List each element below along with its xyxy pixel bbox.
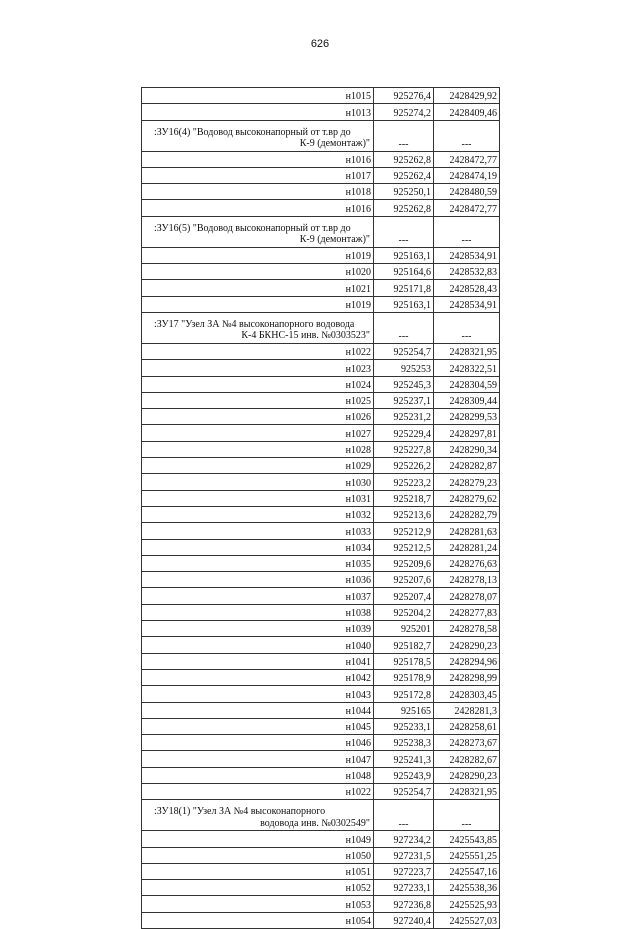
x-coordinate: 925253 xyxy=(374,360,434,376)
point-id: н1019 xyxy=(142,247,374,263)
coordinates-table xyxy=(141,87,500,929)
table-row xyxy=(142,506,500,522)
point-id: н1041 xyxy=(142,653,374,669)
table-row xyxy=(142,200,500,216)
point-id: н1018 xyxy=(142,184,374,200)
y-coordinate: 2425551,25 xyxy=(434,847,500,863)
y-coordinate: 2428472,77 xyxy=(434,200,500,216)
table-row xyxy=(142,751,500,767)
x-coordinate: 925231,2 xyxy=(374,409,434,425)
point-id: н1039 xyxy=(142,621,374,637)
x-coordinate: 925227,8 xyxy=(374,441,434,457)
section-title-line2: К-9 (демонтаж)" xyxy=(299,138,370,150)
table-row xyxy=(142,280,500,296)
table-row xyxy=(142,863,500,879)
x-coordinate: 925212,5 xyxy=(374,539,434,555)
y-coordinate: 2428472,77 xyxy=(434,151,500,167)
table-row xyxy=(142,167,500,183)
table-row xyxy=(142,425,500,441)
x-coordinate: 925178,5 xyxy=(374,653,434,669)
point-id: н1021 xyxy=(142,280,374,296)
table-row xyxy=(142,247,500,263)
x-coordinate: 925254,7 xyxy=(374,343,434,359)
y-coordinate: 2425543,85 xyxy=(434,831,500,847)
point-id: н1013 xyxy=(142,104,374,120)
section-title xyxy=(142,312,374,343)
point-id: н1046 xyxy=(142,735,374,751)
x-coordinate: 925165 xyxy=(374,702,434,718)
x-coordinate: 925164,6 xyxy=(374,264,434,280)
section-header-row xyxy=(142,312,500,343)
x-coordinate: 925223,2 xyxy=(374,474,434,490)
y-coordinate: 2428297,81 xyxy=(434,425,500,441)
y-coordinate: 2428303,45 xyxy=(434,686,500,702)
point-id: н1043 xyxy=(142,686,374,702)
table-row xyxy=(142,831,500,847)
y-coordinate: 2428321,95 xyxy=(434,343,500,359)
table-row xyxy=(142,184,500,200)
x-coordinate: 925182,7 xyxy=(374,637,434,653)
table-row xyxy=(142,572,500,588)
table-row xyxy=(142,539,500,555)
y-coordinate: 2428276,63 xyxy=(434,555,500,571)
point-id: н1049 xyxy=(142,831,374,847)
y-coordinate: 2428429,92 xyxy=(434,88,500,104)
x-coordinate: 925171,8 xyxy=(374,280,434,296)
x-coordinate: 925238,3 xyxy=(374,735,434,751)
x-coordinate: 925274,2 xyxy=(374,104,434,120)
point-id: н1042 xyxy=(142,669,374,685)
y-coordinate: 2428304,59 xyxy=(434,376,500,392)
section-title-line2: водовода инв. №0302549" xyxy=(260,817,370,829)
y-coordinate: 2428278,58 xyxy=(434,621,500,637)
table-row xyxy=(142,523,500,539)
point-id: н1036 xyxy=(142,572,374,588)
table-row xyxy=(142,490,500,506)
y-coordinate: 2428273,67 xyxy=(434,735,500,751)
point-id: н1020 xyxy=(142,264,374,280)
x-coordinate: 925262,8 xyxy=(374,151,434,167)
x-coordinate: 925163,1 xyxy=(374,247,434,263)
point-id: н1022 xyxy=(142,343,374,359)
section-title-line2: К-4 БКНС-15 инв. №0303523" xyxy=(241,330,370,342)
page-number: 626 xyxy=(310,38,330,50)
y-coordinate: 2428281,3 xyxy=(434,702,500,718)
y-coordinate: 2428299,53 xyxy=(434,409,500,425)
table-row xyxy=(142,360,500,376)
table-row xyxy=(142,783,500,799)
table-row xyxy=(142,896,500,912)
x-coordinate: 927223,7 xyxy=(374,863,434,879)
section-title-line2: К-9 (демонтаж)" xyxy=(299,234,370,246)
section-title xyxy=(142,120,374,151)
table-row xyxy=(142,653,500,669)
x-coordinate: 925254,7 xyxy=(374,783,434,799)
x-coordinate: 925241,3 xyxy=(374,751,434,767)
y-coordinate: 2428278,07 xyxy=(434,588,500,604)
x-coordinate: 925172,8 xyxy=(374,686,434,702)
table-row xyxy=(142,376,500,392)
x-coordinate: 925226,2 xyxy=(374,458,434,474)
point-id: н1019 xyxy=(142,296,374,312)
y-coordinate: 2428279,62 xyxy=(434,490,500,506)
point-id: н1048 xyxy=(142,767,374,783)
section-y-placeholder: --- xyxy=(434,312,500,343)
point-id: н1052 xyxy=(142,880,374,896)
y-coordinate: 2428281,63 xyxy=(434,523,500,539)
y-coordinate: 2428480,59 xyxy=(434,184,500,200)
x-coordinate: 927234,2 xyxy=(374,831,434,847)
section-header-row xyxy=(142,216,500,247)
table-row xyxy=(142,637,500,653)
point-id: н1054 xyxy=(142,912,374,928)
x-coordinate: 925163,1 xyxy=(374,296,434,312)
x-coordinate: 925237,1 xyxy=(374,392,434,408)
y-coordinate: 2428528,43 xyxy=(434,280,500,296)
section-title-line1: :ЗУ16(4) "Водовод высоконапорный от т.вр до xyxy=(154,126,351,138)
section-title-line1: :ЗУ16(5) "Водовод высоконапорный от т.вр до xyxy=(154,222,351,234)
section-title xyxy=(142,216,374,247)
x-coordinate: 925229,4 xyxy=(374,425,434,441)
table-row xyxy=(142,621,500,637)
table-row xyxy=(142,669,500,685)
y-coordinate: 2428409,46 xyxy=(434,104,500,120)
x-coordinate: 927231,5 xyxy=(374,847,434,863)
section-x-placeholder: --- xyxy=(374,800,434,831)
x-coordinate: 925262,8 xyxy=(374,200,434,216)
table-row xyxy=(142,880,500,896)
y-coordinate: 2428534,91 xyxy=(434,296,500,312)
table-row xyxy=(142,912,500,928)
point-id: н1032 xyxy=(142,506,374,522)
x-coordinate: 925245,3 xyxy=(374,376,434,392)
point-id: н1040 xyxy=(142,637,374,653)
point-id: н1030 xyxy=(142,474,374,490)
table-row xyxy=(142,686,500,702)
x-coordinate: 925178,9 xyxy=(374,669,434,685)
y-coordinate: 2428258,61 xyxy=(434,718,500,734)
section-y-placeholder: --- xyxy=(434,120,500,151)
y-coordinate: 2428278,13 xyxy=(434,572,500,588)
table-row xyxy=(142,474,500,490)
point-id: н1037 xyxy=(142,588,374,604)
coordinates-table-body xyxy=(142,88,500,929)
section-x-placeholder: --- xyxy=(374,216,434,247)
x-coordinate: 925250,1 xyxy=(374,184,434,200)
table-row xyxy=(142,343,500,359)
point-id: н1023 xyxy=(142,360,374,376)
x-coordinate: 925209,6 xyxy=(374,555,434,571)
x-coordinate: 925243,9 xyxy=(374,767,434,783)
point-id: н1028 xyxy=(142,441,374,457)
point-id: н1031 xyxy=(142,490,374,506)
table-row xyxy=(142,555,500,571)
section-header-row xyxy=(142,800,500,831)
table-row xyxy=(142,296,500,312)
point-id: н1045 xyxy=(142,718,374,734)
y-coordinate: 2425538,36 xyxy=(434,880,500,896)
section-y-placeholder: --- xyxy=(434,800,500,831)
point-id: н1033 xyxy=(142,523,374,539)
y-coordinate: 2428474,19 xyxy=(434,167,500,183)
x-coordinate: 925233,1 xyxy=(374,718,434,734)
table-row xyxy=(142,104,500,120)
table-row xyxy=(142,588,500,604)
section-x-placeholder: --- xyxy=(374,312,434,343)
point-id: н1016 xyxy=(142,200,374,216)
table-row xyxy=(142,458,500,474)
y-coordinate: 2428290,34 xyxy=(434,441,500,457)
x-coordinate: 927240,4 xyxy=(374,912,434,928)
y-coordinate: 2428534,91 xyxy=(434,247,500,263)
point-id: н1035 xyxy=(142,555,374,571)
point-id: н1044 xyxy=(142,702,374,718)
y-coordinate: 2428282,87 xyxy=(434,458,500,474)
y-coordinate: 2428290,23 xyxy=(434,767,500,783)
table-row xyxy=(142,264,500,280)
section-title-line1: :ЗУ17 "Узел ЗА №4 высоконапорного водовода xyxy=(154,318,355,330)
table-row xyxy=(142,847,500,863)
point-id: н1050 xyxy=(142,847,374,863)
table-row xyxy=(142,151,500,167)
x-coordinate: 925204,2 xyxy=(374,604,434,620)
section-title xyxy=(142,800,374,831)
point-id: н1038 xyxy=(142,604,374,620)
x-coordinate: 925262,4 xyxy=(374,167,434,183)
section-title-line1: :ЗУ18(1) "Узел ЗА №4 высоконапорного xyxy=(154,806,326,818)
y-coordinate: 2428532,83 xyxy=(434,264,500,280)
x-coordinate: 925207,4 xyxy=(374,588,434,604)
section-header-row xyxy=(142,120,500,151)
x-coordinate: 925218,7 xyxy=(374,490,434,506)
y-coordinate: 2428281,24 xyxy=(434,539,500,555)
point-id: н1022 xyxy=(142,783,374,799)
table-row xyxy=(142,702,500,718)
table-row xyxy=(142,441,500,457)
y-coordinate: 2428279,23 xyxy=(434,474,500,490)
y-coordinate: 2428309,44 xyxy=(434,392,500,408)
x-coordinate: 927233,1 xyxy=(374,880,434,896)
table-row xyxy=(142,604,500,620)
x-coordinate: 925213,6 xyxy=(374,506,434,522)
y-coordinate: 2425527,03 xyxy=(434,912,500,928)
point-id: н1053 xyxy=(142,896,374,912)
table-row xyxy=(142,718,500,734)
table-row xyxy=(142,88,500,104)
x-coordinate: 927236,8 xyxy=(374,896,434,912)
x-coordinate: 925212,9 xyxy=(374,523,434,539)
y-coordinate: 2428282,79 xyxy=(434,506,500,522)
y-coordinate: 2425525,93 xyxy=(434,896,500,912)
point-id: н1026 xyxy=(142,409,374,425)
point-id: н1051 xyxy=(142,863,374,879)
y-coordinate: 2428321,95 xyxy=(434,783,500,799)
point-id: н1047 xyxy=(142,751,374,767)
table-row xyxy=(142,735,500,751)
y-coordinate: 2428277,83 xyxy=(434,604,500,620)
table-row xyxy=(142,767,500,783)
point-id: н1024 xyxy=(142,376,374,392)
x-coordinate: 925201 xyxy=(374,621,434,637)
point-id: н1034 xyxy=(142,539,374,555)
point-id: н1027 xyxy=(142,425,374,441)
section-y-placeholder: --- xyxy=(434,216,500,247)
y-coordinate: 2428282,67 xyxy=(434,751,500,767)
point-id: н1029 xyxy=(142,458,374,474)
table-row xyxy=(142,392,500,408)
y-coordinate: 2428290,23 xyxy=(434,637,500,653)
point-id: н1015 xyxy=(142,88,374,104)
y-coordinate: 2425547,16 xyxy=(434,863,500,879)
x-coordinate: 925276,4 xyxy=(374,88,434,104)
point-id: н1025 xyxy=(142,392,374,408)
x-coordinate: 925207,6 xyxy=(374,572,434,588)
y-coordinate: 2428294,96 xyxy=(434,653,500,669)
point-id: н1016 xyxy=(142,151,374,167)
section-x-placeholder: --- xyxy=(374,120,434,151)
y-coordinate: 2428298,99 xyxy=(434,669,500,685)
table-row xyxy=(142,409,500,425)
point-id: н1017 xyxy=(142,167,374,183)
y-coordinate: 2428322,51 xyxy=(434,360,500,376)
